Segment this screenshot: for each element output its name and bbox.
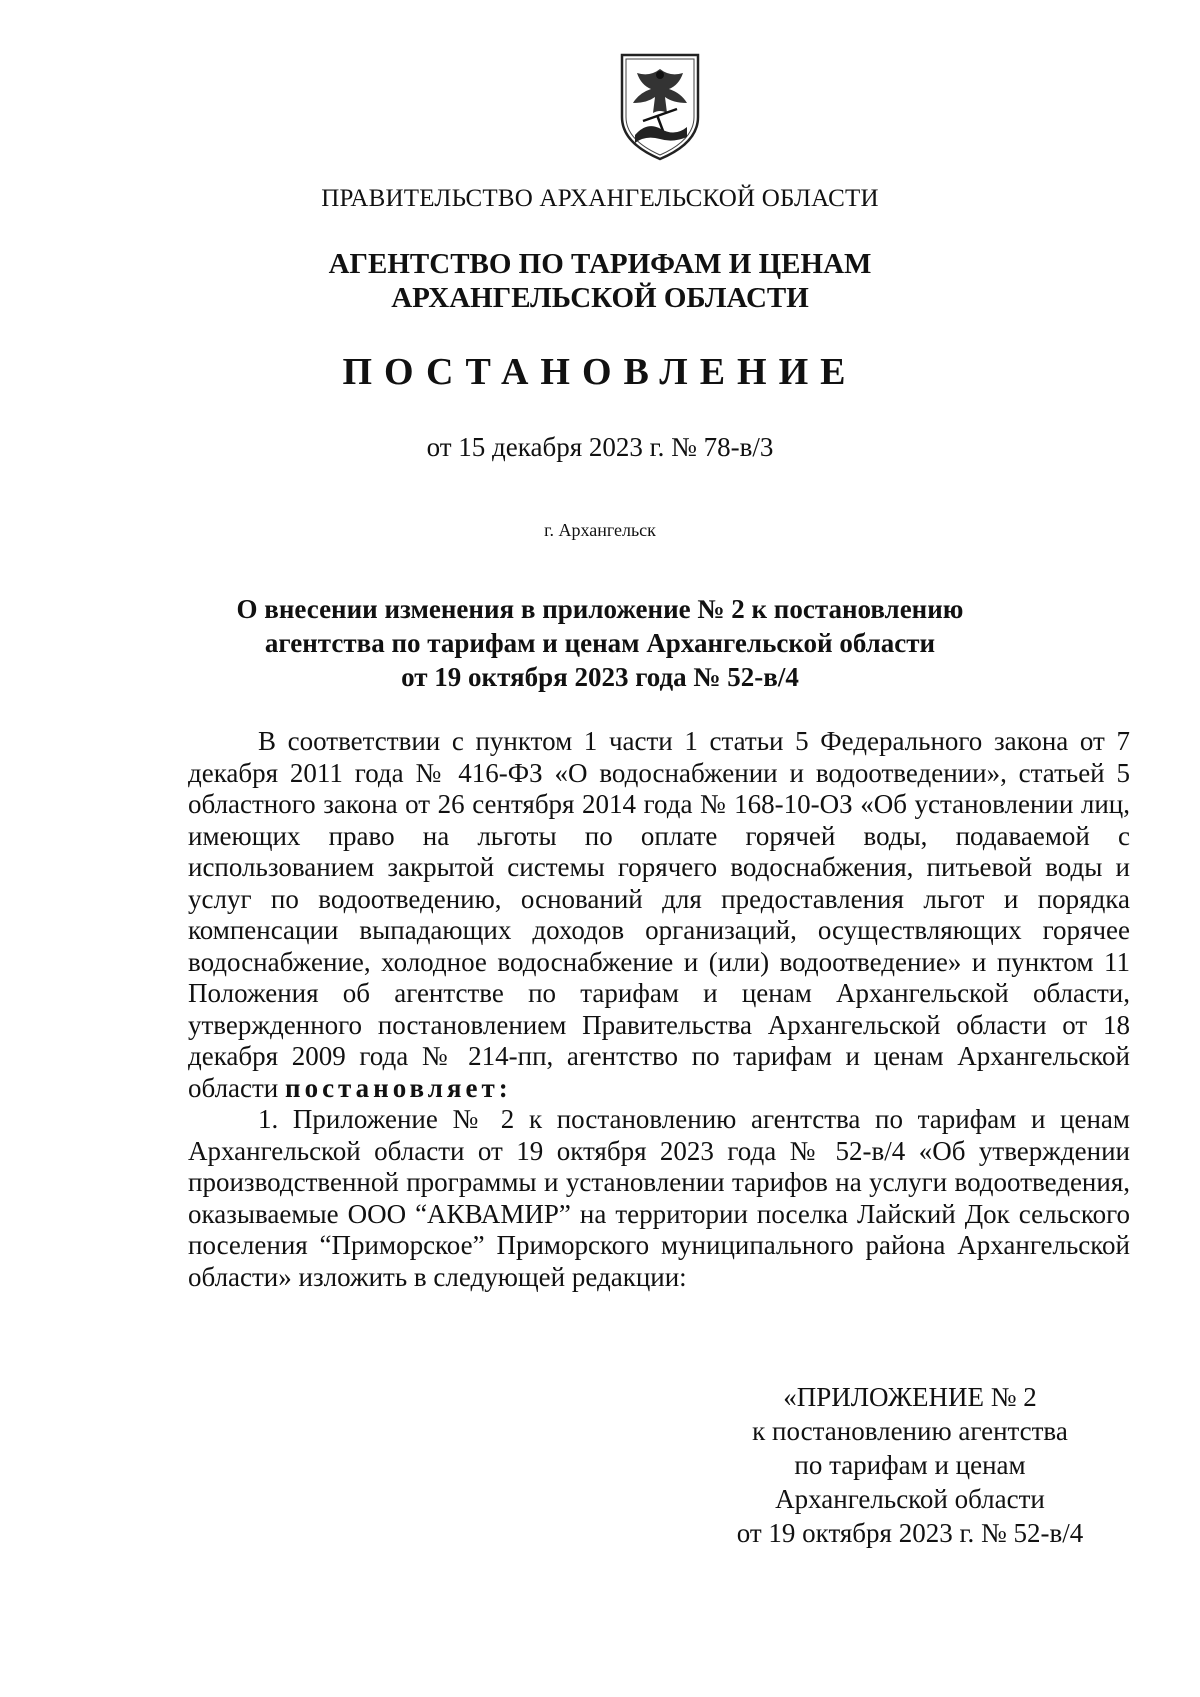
document-body [188, 726, 1130, 1293]
annex-line: к постановлению агентства [752, 1416, 1068, 1446]
item-1-paragraph: 1. Приложение № 2 к постановлению агентства по тарифам и ценам Архангельской области от 19 октября 2023 года № 52-в/4 «Об утверждении производственной программы и установлении тарифов на услуги водоотведения, оказываемые ООО “АКВАМИР” на территории поселка Лайский Док сельского поселения “Приморское” Приморского муниципального района Архангельской области» изложить в следующей редакции: [188, 1104, 1130, 1292]
document-type: ПОСТАНОВЛЕНИЕ [342, 351, 858, 393]
annex-line: «ПРИЛОЖЕНИЕ № 2 [783, 1382, 1037, 1412]
preamble-paragraph [188, 726, 1130, 1104]
coat-of-arms-icon [617, 51, 703, 163]
subject-line: от 19 октября 2023 года № 52-в/4 [401, 662, 799, 692]
government-name: ПРАВИТЕЛЬСТВО АРХАНГЕЛЬСКОЙ ОБЛАСТИ [321, 185, 879, 212]
agency-name-line: АРХАНГЕЛЬСКОЙ ОБЛАСТИ [391, 282, 809, 314]
annex-line: по тарифам и ценам [794, 1450, 1026, 1480]
annex-header [720, 1380, 1100, 1550]
document-subject [0, 592, 1200, 694]
resolves-word: постановляет: [285, 1072, 512, 1103]
annex-line: Архангельской области [775, 1484, 1045, 1514]
subject-line: О внесении изменения в приложение № 2 к постановлению [236, 594, 964, 624]
preamble-text: В соответствии с пунктом 1 части 1 статьи 5 Федерального закона от 7 декабря 2011 года № 416-ФЗ «О водоснабжении и водоотведении», статьей 5 областного закона от 26 сентября 2014 года № 168-10-ОЗ «Об установлении лиц, имеющих право на льготы по оплате горячей воды, подаваемой с использованием закрытой системы горячего водоснабжения, питьевой воды и услуг по водоотведению, оснований для предоставления льгот и порядка компенсации выпадающих доходов организаций, осуществляющих горячее водоснабжение, холодное водоснабжение и (или) водоотведение» и пунктом 11 Положения об агентстве по тарифам и ценам Архангельской области, утвержденного постановлением Правительства Архангельской области от 18 декабря 2009 года № 214-пп, агентство по тарифам и ценам Архангельской области [188, 726, 1130, 1103]
subject-line: агентства по тарифам и ценам Архангельской области [264, 628, 936, 658]
agency-name-line: АГЕНТСТВО ПО ТАРИФАМ И ЦЕНАМ [328, 248, 872, 280]
document-date-number: от 15 декабря 2023 г. № 78-в/3 [426, 432, 774, 462]
document-city: г. Архангельск [544, 520, 656, 540]
agency-name [0, 247, 1200, 315]
annex-line: от 19 октября 2023 г. № 52-в/4 [736, 1518, 1084, 1548]
